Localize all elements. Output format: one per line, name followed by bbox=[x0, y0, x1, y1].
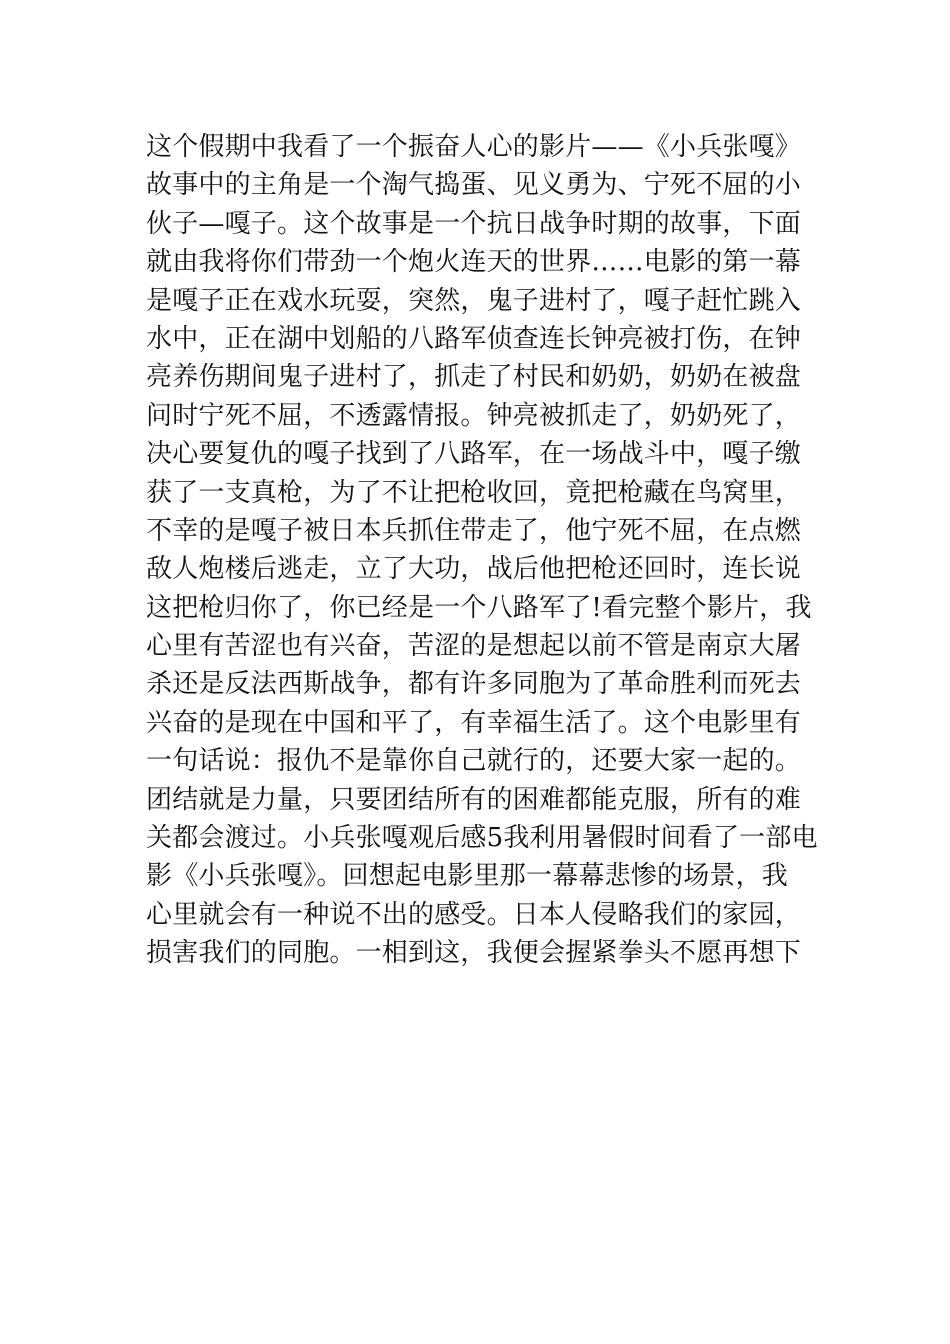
text-line: 获了一支真枪，为了不让把枪收回，竟把枪藏在鸟窝里， bbox=[146, 477, 802, 508]
text-line: 不幸的是嘎子被日本兵抓住带走了，他宁死不屈，在点燃 bbox=[146, 515, 802, 546]
body-text bbox=[146, 128, 818, 973]
text-line: 团结就是力量，只要团结所有的困难都能克服，所有的难 bbox=[146, 784, 802, 815]
text-line: 亮养伤期间鬼子进村了，抓走了村民和奶奶，奶奶在被盘 bbox=[146, 362, 802, 393]
text-line: 心里有苦涩也有兴奋，苦涩的是想起以前不管是南京大屠 bbox=[146, 631, 802, 662]
text-line: 是嘎子正在戏水玩耍，突然，鬼子进村了，嘎子赶忙跳入 bbox=[146, 285, 802, 316]
text-line: 这把枪归你了，你已经是一个八路军了!看完整个影片，我 bbox=[146, 592, 812, 623]
text-line: 故事中的主角是一个淘气捣蛋、见义勇为、宁死不屈的小 bbox=[146, 170, 802, 201]
text-line: 损害我们的同胞。一相到这，我便会握紧拳头不愿再想下 bbox=[146, 938, 802, 969]
text-line: 就由我将你们带劲一个炮火连天的世界……电影的第一幕 bbox=[146, 247, 802, 278]
text-line: 伙子—嘎子。这个故事是一个抗日战争时期的故事，下面 bbox=[146, 208, 802, 239]
text-line: 关都会渡过。小兵张嘎观后感5我利用暑假时间看了一部电 bbox=[146, 823, 818, 854]
text-line: 敌人炮楼后逃走，立了大功，战后他把枪还回时，连长说 bbox=[146, 554, 802, 585]
text-line: 一句话说：报仇不是靠你自己就行的，还要大家一起的。 bbox=[146, 746, 802, 777]
text-line: 杀还是反法西斯战争，都有许多同胞为了革命胜利而死去 bbox=[146, 669, 802, 700]
text-line: 影《小兵张嘎》。回想起电影里那一幕幕悲惨的场景，我 bbox=[146, 861, 789, 892]
text-line: 兴奋的是现在中国和平了，有幸福生活了。这个电影里有 bbox=[146, 707, 802, 738]
text-line: 水中，正在湖中划船的八路军侦查连长钟亮被打伤，在钟 bbox=[146, 323, 802, 354]
text-line: 这个假期中我看了一个振奋人心的影片——《小兵张嘎》 bbox=[146, 132, 802, 162]
text-line: 决心要复仇的嘎子找到了八路军，在一场战斗中，嘎子缴 bbox=[146, 439, 802, 470]
text-line: 问时宁死不屈，不透露情报。钟亮被抓走了，奶奶死了， bbox=[146, 400, 802, 431]
text-line: 心里就会有一种说不出的感受。日本人侵略我们的家园， bbox=[146, 899, 802, 930]
